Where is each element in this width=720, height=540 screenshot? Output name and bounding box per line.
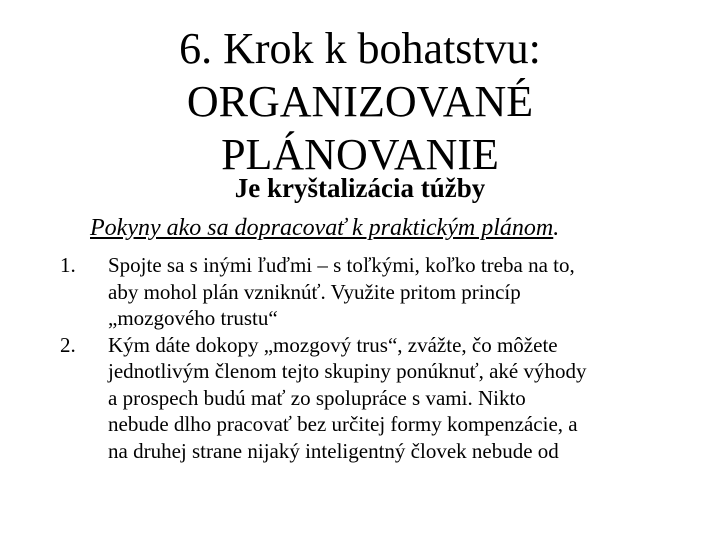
title-line-3: PLÁNOVANIE: [221, 130, 499, 179]
list-item-line: Kým dáte dokopy „mozgový trus“, zvážte, čo môžete: [108, 332, 558, 357]
instructions-trail: .: [553, 215, 560, 241]
list-item-line: a prospech budú mať zo spolupráce s vami. Nikto: [108, 385, 526, 410]
list-item-line: na druhej strane nijaký inteligentný človek nebude od: [108, 438, 559, 463]
list-item-line: Spojte sa s inými ľuďmi – s toľkými, koľko treba na to,: [108, 253, 575, 277]
steps-list: [60, 252, 700, 464]
list-item: [60, 252, 700, 332]
slide-subtitle: Je kryštalizácia túžby: [234, 173, 486, 203]
slide-title: [0, 22, 720, 181]
instructions-heading: [90, 213, 559, 243]
list-item-line: nebude dlho pracovať bez určitej formy kompenzácie, a: [108, 412, 578, 436]
instructions-text: Pokyny ako sa dopracovať k praktickým plánom: [90, 215, 554, 241]
list-item-number: 1.: [60, 253, 76, 277]
list-item: [60, 332, 700, 465]
list-item-number: 2.: [60, 332, 76, 357]
list-item-line: „mozgového trustu“: [108, 306, 278, 330]
list-item-line: jednotlivým členom tejto skupiny ponúknuť, aké výhody: [108, 359, 587, 383]
title-line-1: 6. Krok k bohatstvu:: [179, 24, 541, 73]
title-line-2: ORGANIZOVANÉ: [186, 77, 534, 126]
list-item-line: aby mohol plán vzniknúť. Využite pritom princíp: [108, 279, 521, 304]
